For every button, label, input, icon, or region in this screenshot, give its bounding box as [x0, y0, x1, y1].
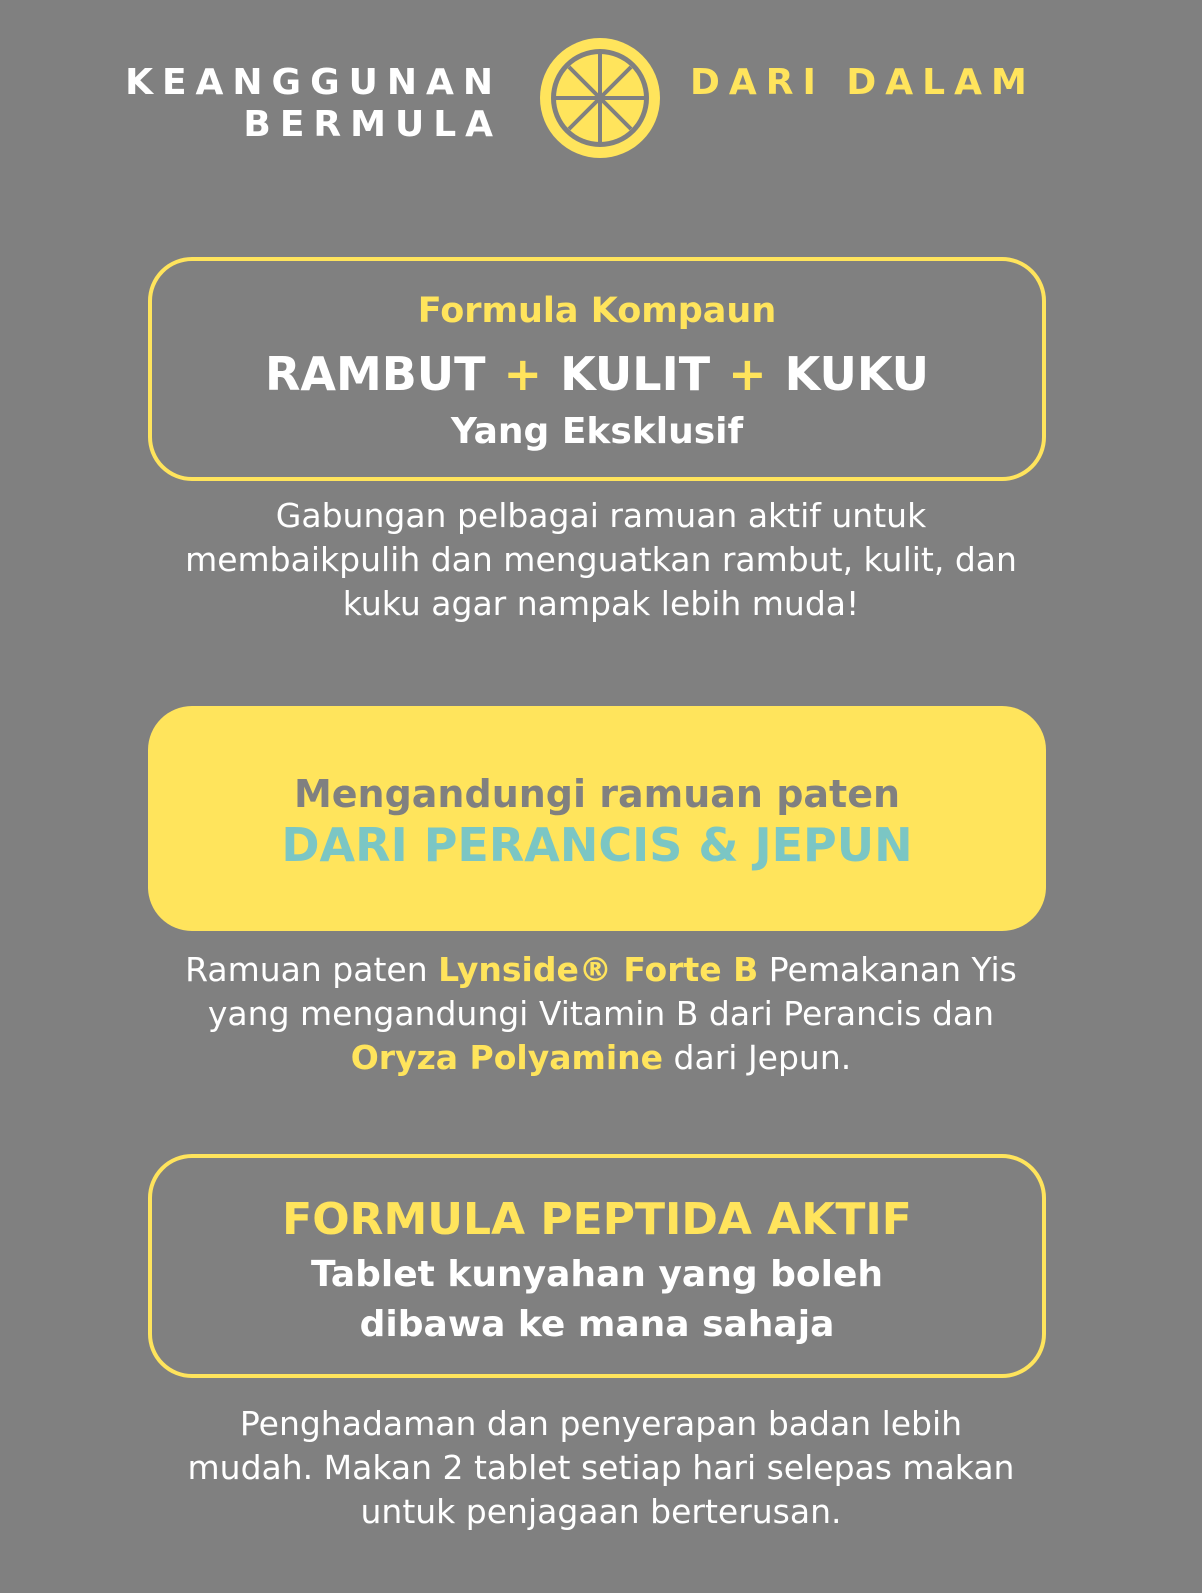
peptide-desc-line1: Penghadaman dan penyerapan badan lebih	[239, 1404, 963, 1443]
peptide-desc-line2: mudah. Makan 2 tablet setiap hari selepas makan	[187, 1448, 1015, 1487]
item-kuku: KUKU	[784, 347, 930, 401]
lynside-highlight: Lynside® Forte B	[438, 950, 759, 989]
patent-desc-line2: yang mengandungi Vitamin B dari Perancis dan	[207, 994, 995, 1033]
peptide-desc-line3: untuk penjagaan berterusan.	[360, 1492, 842, 1531]
patent-desc-line3	[140, 1036, 1062, 1080]
formula-desc-line3: kuku agar nampak lebih muda!	[342, 584, 860, 623]
formula-subtitle: Formula Kompaun	[417, 291, 777, 331]
peptide-description	[140, 1402, 1062, 1534]
formula-tagline: Yang Eksklusif	[450, 411, 744, 452]
formula-description	[140, 494, 1062, 626]
patent-line2: DARI PERANCIS & JEPUN	[281, 818, 913, 872]
formula-desc-line2: membaikpulih dan menguatkan rambut, kulit, dan	[185, 540, 1017, 579]
oryza-highlight: Oryza Polyamine	[350, 1038, 664, 1077]
patent-line1: Mengandungi ramuan paten	[293, 772, 901, 816]
formula-kompaun-box	[148, 257, 1046, 481]
header	[0, 0, 1202, 170]
lemon-slice-icon	[538, 36, 662, 160]
formula-items	[152, 347, 1042, 401]
peptide-line1: Tablet kunyahan yang boleh	[310, 1254, 884, 1295]
patent-desc-line1-post: Pemakanan Yis	[758, 950, 1017, 989]
patent-desc-line1-pre: Ramuan paten	[185, 950, 439, 989]
item-rambut: RAMBUT	[264, 347, 486, 401]
patent-description	[140, 948, 1062, 1080]
peptide-title: FORMULA PEPTIDA AKTIF	[282, 1194, 912, 1245]
peptide-line2: dibawa ke mana sahaja	[359, 1304, 835, 1345]
patent-box	[148, 706, 1046, 931]
plus-icon: +	[503, 347, 543, 401]
item-kulit: KULIT	[560, 347, 711, 401]
peptide-box	[148, 1154, 1046, 1378]
header-left-text	[125, 62, 502, 146]
plus-icon: +	[728, 347, 767, 401]
header-left-line2: BERMULA	[243, 104, 502, 145]
patent-desc-line3-post: dari Jepun.	[663, 1038, 852, 1077]
formula-desc-line1: Gabungan pelbagai ramuan aktif untuk	[275, 496, 927, 535]
header-left-line1: KEANGGUNAN	[125, 62, 502, 103]
patent-desc-line1	[140, 948, 1062, 992]
header-right-text: DARI DALAM	[690, 62, 1036, 103]
